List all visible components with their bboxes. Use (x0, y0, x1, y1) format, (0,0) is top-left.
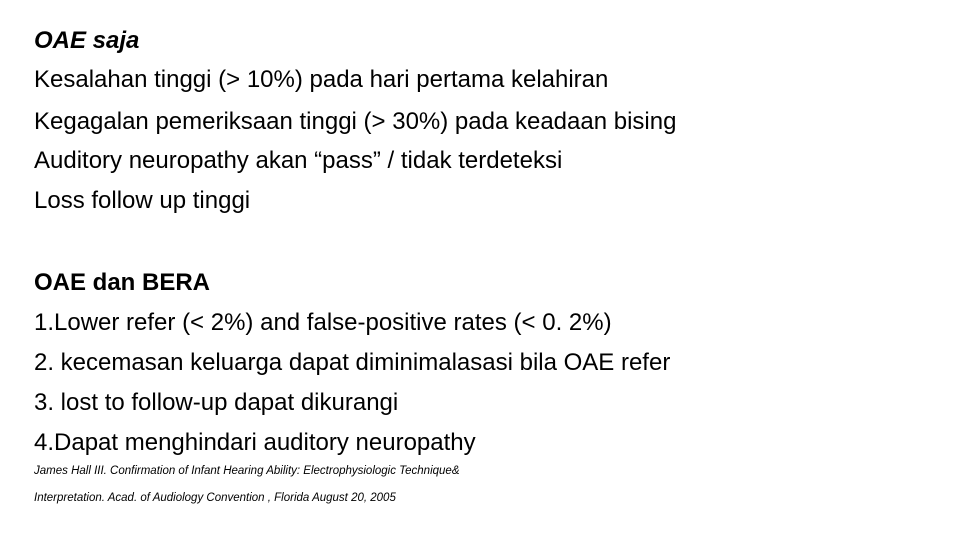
section1-title: OAE saja (34, 27, 140, 54)
section1-item-3: Auditory neuropathy akan “pass” / tidak terdeteksi (34, 147, 563, 174)
section1-item-4: Loss follow up tinggi (34, 187, 251, 214)
section2-title: OAE dan BERA (34, 269, 211, 296)
section2-item-2: 2. kecemasan keluarga dapat diminimalasasi bila OAE refer (34, 349, 671, 376)
section2-item-4: 4.Dapat menghindari auditory neuropathy (34, 429, 476, 456)
section2-item-1: 1.Lower refer (< 2%) and false-positive rates (< 0. 2%) (34, 309, 612, 336)
section2-item-3: 3. lost to follow-up dapat dikurangi (34, 389, 399, 416)
reference-line-1: James Hall III. Confirmation of Infant Hearing Ability: Electrophysiologic Technique& (34, 465, 460, 477)
section1-item-2: Kegagalan pemeriksaan tinggi (> 30%) pada keadaan bising (34, 108, 677, 135)
reference-line-2: Interpretation. Acad. of Audiology Convention , Florida August 20, 2005 (34, 492, 396, 504)
section1-item-1: Kesalahan tinggi (> 10%) pada hari pertama kelahiran (34, 66, 609, 93)
